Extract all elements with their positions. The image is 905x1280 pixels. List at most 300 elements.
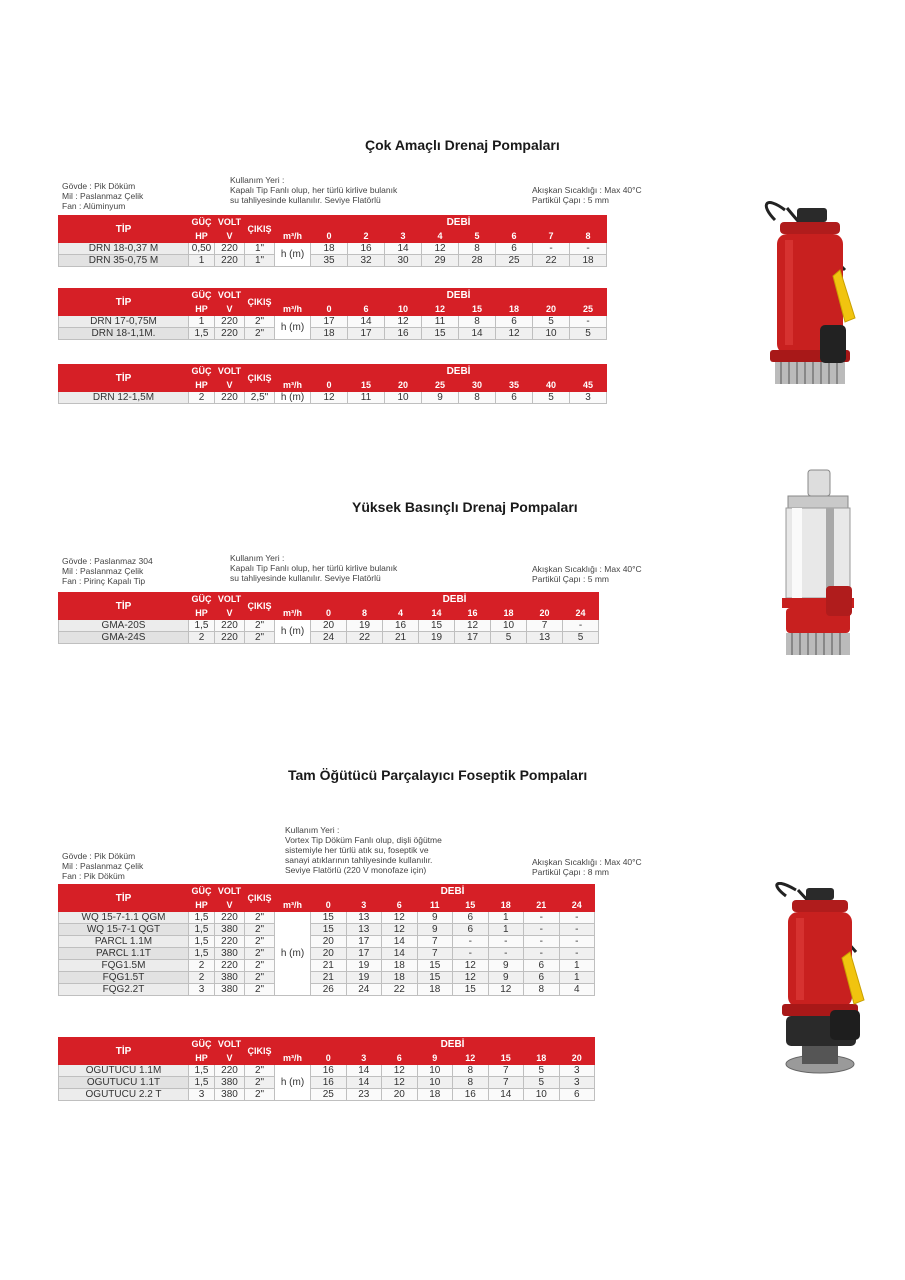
head-value: 13 bbox=[527, 632, 563, 644]
power-hp: 3 bbox=[189, 984, 215, 996]
power-hp: 1 bbox=[189, 255, 215, 267]
power-hp: 1,5 bbox=[189, 936, 215, 948]
head-value: 25 bbox=[496, 255, 533, 267]
power-hp: 2 bbox=[189, 972, 215, 984]
flow-value: 0 bbox=[311, 607, 347, 620]
head-value: 14 bbox=[382, 936, 418, 948]
head-value: 16 bbox=[385, 328, 422, 340]
spec-table bbox=[58, 288, 607, 340]
spec-table bbox=[58, 215, 607, 267]
head-value: - bbox=[524, 924, 560, 936]
flow-value: 0 bbox=[311, 379, 348, 392]
header-hp: HP bbox=[189, 1052, 215, 1065]
power-hp: 3 bbox=[189, 1089, 215, 1101]
spec-body: Gövde : Pik Döküm bbox=[62, 181, 136, 191]
head-value: 20 bbox=[311, 948, 347, 960]
power-hp: 2 bbox=[189, 960, 215, 972]
head-value: 5 bbox=[563, 632, 599, 644]
flow-value: 15 bbox=[453, 899, 489, 912]
head-value: - bbox=[563, 620, 599, 632]
section-title: Çok Amaçlı Drenaj Pompaları bbox=[365, 137, 560, 153]
drainage-pump-image bbox=[755, 200, 865, 400]
flow-value: 8 bbox=[570, 230, 607, 243]
head-value: 22 bbox=[533, 255, 570, 267]
head-label: h (m) bbox=[275, 392, 311, 404]
voltage: 220 bbox=[215, 912, 245, 924]
head-value: 28 bbox=[459, 255, 496, 267]
head-value: 24 bbox=[311, 632, 347, 644]
flow-value: 5 bbox=[459, 230, 496, 243]
head-value: 12 bbox=[453, 960, 489, 972]
flow-value: 25 bbox=[570, 303, 607, 316]
head-value: 8 bbox=[524, 984, 560, 996]
head-value: 5 bbox=[524, 1065, 560, 1077]
table-row bbox=[59, 1089, 595, 1101]
head-value: 6 bbox=[524, 972, 560, 984]
voltage: 220 bbox=[215, 316, 245, 328]
header-guc: GÜÇ bbox=[189, 593, 215, 607]
head-value: 10 bbox=[417, 1065, 453, 1077]
power-hp: 1,5 bbox=[189, 620, 215, 632]
flow-value: 12 bbox=[422, 303, 459, 316]
head-value: 6 bbox=[496, 316, 533, 328]
head-label: h (m) bbox=[275, 1065, 311, 1101]
head-value: 8 bbox=[459, 316, 496, 328]
head-value: 11 bbox=[348, 392, 385, 404]
head-value: 13 bbox=[346, 924, 382, 936]
spec-shaft: Mil : Paslanmaz Çelik bbox=[62, 191, 144, 201]
header-m3h: m³/h bbox=[275, 1052, 311, 1065]
head-value: 12 bbox=[382, 1065, 418, 1077]
head-value: 26 bbox=[311, 984, 347, 996]
flow-value: 15 bbox=[348, 379, 385, 392]
head-value: 7 bbox=[417, 948, 453, 960]
head-value: 15 bbox=[419, 620, 455, 632]
header-tip: TİP bbox=[59, 593, 189, 620]
head-value: 18 bbox=[382, 972, 418, 984]
model-name: PARCL 1.1T bbox=[59, 948, 189, 960]
head-value: 14 bbox=[346, 1065, 382, 1077]
fluid-temp: Akışkan Sıcaklığı : Max 40°C bbox=[532, 857, 642, 867]
fluid-temp: Akışkan Sıcaklığı : Max 40°C bbox=[532, 185, 642, 195]
voltage: 220 bbox=[215, 243, 245, 255]
flow-value: 0 bbox=[311, 899, 347, 912]
head-value: 5 bbox=[524, 1077, 560, 1089]
header-hp: HP bbox=[189, 899, 215, 912]
outlet: 2" bbox=[245, 1065, 275, 1077]
header-blank bbox=[275, 1038, 311, 1052]
flow-value: 6 bbox=[348, 303, 385, 316]
voltage: 380 bbox=[215, 1077, 245, 1089]
head-value: - bbox=[488, 936, 524, 948]
table-row bbox=[59, 948, 595, 960]
fluid-specs bbox=[532, 564, 642, 584]
usage-line: su tahliyesinde kullanılır. Seviye Flatörlü bbox=[230, 573, 381, 583]
flow-value: 20 bbox=[385, 379, 422, 392]
flow-value: 16 bbox=[455, 607, 491, 620]
head-value: - bbox=[524, 936, 560, 948]
head-label: h (m) bbox=[275, 243, 311, 267]
table-row bbox=[59, 1077, 595, 1089]
header-debi: DEBİ bbox=[311, 365, 607, 379]
header-volt: VOLT bbox=[215, 365, 245, 379]
header-tip: TİP bbox=[59, 216, 189, 243]
voltage: 220 bbox=[215, 255, 245, 267]
flow-value: 0 bbox=[311, 303, 348, 316]
material-specs bbox=[62, 851, 143, 881]
head-value: 12 bbox=[455, 620, 491, 632]
flow-value: 40 bbox=[533, 379, 570, 392]
head-value: 12 bbox=[385, 316, 422, 328]
flow-value: 10 bbox=[385, 303, 422, 316]
header-blank bbox=[275, 365, 311, 379]
head-value: 14 bbox=[459, 328, 496, 340]
head-value: 20 bbox=[382, 1089, 418, 1101]
head-value: 10 bbox=[385, 392, 422, 404]
head-value: 12 bbox=[422, 243, 459, 255]
header-m3h: m³/h bbox=[275, 607, 311, 620]
head-value: 21 bbox=[311, 960, 347, 972]
flow-value: 20 bbox=[527, 607, 563, 620]
power-hp: 1,5 bbox=[189, 1077, 215, 1089]
flow-value: 20 bbox=[559, 1052, 595, 1065]
outlet: 2" bbox=[245, 316, 275, 328]
flow-value: 11 bbox=[417, 899, 453, 912]
flow-value: 24 bbox=[559, 899, 595, 912]
model-name: OGUTUCU 1.1M bbox=[59, 1065, 189, 1077]
header-guc: GÜÇ bbox=[189, 365, 215, 379]
power-hp: 1,5 bbox=[189, 948, 215, 960]
model-name: FQG2.2T bbox=[59, 984, 189, 996]
header-volt: VOLT bbox=[215, 289, 245, 303]
head-value: 1 bbox=[488, 924, 524, 936]
header-debi: DEBİ bbox=[311, 885, 595, 899]
table-row bbox=[59, 255, 607, 267]
outlet: 1" bbox=[245, 243, 275, 255]
fluid-specs bbox=[532, 857, 642, 877]
head-value: 8 bbox=[453, 1065, 489, 1077]
model-name: FQG1.5M bbox=[59, 960, 189, 972]
flow-value: 3 bbox=[385, 230, 422, 243]
header-guc: GÜÇ bbox=[189, 289, 215, 303]
voltage: 220 bbox=[215, 632, 245, 644]
model-name: DRN 35-0,75 M bbox=[59, 255, 189, 267]
head-value: - bbox=[559, 948, 595, 960]
header-volt: VOLT bbox=[215, 1038, 245, 1052]
header-volt: VOLT bbox=[215, 593, 245, 607]
head-value: 12 bbox=[453, 972, 489, 984]
header-volt: VOLT bbox=[215, 885, 245, 899]
flow-value: 6 bbox=[382, 899, 418, 912]
head-value: 17 bbox=[346, 936, 382, 948]
head-value: 29 bbox=[422, 255, 459, 267]
head-value: 15 bbox=[417, 972, 453, 984]
table-row bbox=[59, 632, 599, 644]
head-value: 10 bbox=[417, 1077, 453, 1089]
header-guc: GÜÇ bbox=[189, 1038, 215, 1052]
head-value: 1 bbox=[559, 960, 595, 972]
flow-value: 4 bbox=[422, 230, 459, 243]
head-value: 1 bbox=[559, 972, 595, 984]
outlet: 2" bbox=[245, 620, 275, 632]
table-row bbox=[59, 620, 599, 632]
head-value: - bbox=[453, 948, 489, 960]
head-value: - bbox=[533, 243, 570, 255]
head-value: 12 bbox=[496, 328, 533, 340]
header-cikis: ÇIKIŞ bbox=[245, 365, 275, 392]
model-name: DRN 17-0,75M bbox=[59, 316, 189, 328]
header-v: V bbox=[215, 899, 245, 912]
header-blank bbox=[275, 885, 311, 899]
head-value: - bbox=[570, 243, 607, 255]
head-value: 18 bbox=[417, 1089, 453, 1101]
stainless-pump-image bbox=[768, 468, 868, 663]
outlet: 2,5" bbox=[245, 392, 275, 404]
head-value: 30 bbox=[385, 255, 422, 267]
usage-text bbox=[230, 175, 397, 205]
head-value: 17 bbox=[348, 328, 385, 340]
head-value: 15 bbox=[453, 984, 489, 996]
usage-line: Vortex Tip Döküm Fanlı olup, dişli öğütme bbox=[285, 835, 442, 845]
flow-value: 15 bbox=[488, 1052, 524, 1065]
head-value: 12 bbox=[382, 912, 418, 924]
voltage: 380 bbox=[215, 948, 245, 960]
usage-line: su tahliyesinde kullanılır. Seviye Flatörlü bbox=[230, 195, 381, 205]
head-value: 17 bbox=[346, 948, 382, 960]
header-tip: TİP bbox=[59, 1038, 189, 1065]
head-value: 15 bbox=[311, 924, 347, 936]
flow-value: 0 bbox=[311, 1052, 347, 1065]
header-cikis: ÇIKIŞ bbox=[245, 216, 275, 243]
voltage: 380 bbox=[215, 1089, 245, 1101]
header-blank bbox=[275, 289, 311, 303]
power-hp: 2 bbox=[189, 392, 215, 404]
head-value: 9 bbox=[488, 960, 524, 972]
outlet: 2" bbox=[245, 632, 275, 644]
table-row bbox=[59, 936, 595, 948]
usage-line: sanayi atıklarının tahliyesinde kullanılır. bbox=[285, 855, 433, 865]
header-tip: TİP bbox=[59, 365, 189, 392]
flow-value: 0 bbox=[311, 230, 348, 243]
table-row bbox=[59, 316, 607, 328]
head-label: h (m) bbox=[275, 316, 311, 340]
header-v: V bbox=[215, 230, 245, 243]
model-name: DRN 18-1,1M. bbox=[59, 328, 189, 340]
head-value: 20 bbox=[311, 936, 347, 948]
head-value: 12 bbox=[488, 984, 524, 996]
head-value: 9 bbox=[417, 924, 453, 936]
head-value: 20 bbox=[311, 620, 347, 632]
table-row bbox=[59, 912, 595, 924]
head-value: 3 bbox=[559, 1077, 595, 1089]
head-value: 16 bbox=[348, 243, 385, 255]
head-value: 18 bbox=[570, 255, 607, 267]
head-value: 7 bbox=[488, 1077, 524, 1089]
power-hp: 1,5 bbox=[189, 924, 215, 936]
header-m3h: m³/h bbox=[275, 379, 311, 392]
flow-value: 2 bbox=[348, 230, 385, 243]
header-hp: HP bbox=[189, 607, 215, 620]
spec-fan: Fan : Alüminyum bbox=[62, 201, 126, 211]
usage-line: Kapalı Tip Fanlı olup, her türlü kirlive bulanık bbox=[230, 563, 398, 573]
model-name: FQG1.5T bbox=[59, 972, 189, 984]
table-row bbox=[59, 1065, 595, 1077]
flow-value: 18 bbox=[488, 899, 524, 912]
voltage: 220 bbox=[215, 960, 245, 972]
head-label: h (m) bbox=[275, 912, 311, 996]
head-value: 24 bbox=[346, 984, 382, 996]
voltage: 220 bbox=[215, 392, 245, 404]
head-value: - bbox=[559, 924, 595, 936]
head-value: 6 bbox=[496, 243, 533, 255]
outlet: 2" bbox=[245, 1089, 275, 1101]
spec-table bbox=[58, 592, 599, 644]
head-value: 6 bbox=[559, 1089, 595, 1101]
head-value: 25 bbox=[311, 1089, 347, 1101]
header-v: V bbox=[215, 1052, 245, 1065]
header-hp: HP bbox=[189, 379, 215, 392]
head-value: 23 bbox=[346, 1089, 382, 1101]
flow-value: 6 bbox=[496, 230, 533, 243]
model-name: WQ 15-7-1 QGT bbox=[59, 924, 189, 936]
head-value: - bbox=[559, 912, 595, 924]
head-value: 17 bbox=[455, 632, 491, 644]
head-value: 10 bbox=[533, 328, 570, 340]
model-name: OGUTUCU 1.1T bbox=[59, 1077, 189, 1089]
head-value: 9 bbox=[488, 972, 524, 984]
spec-body: Gövde : Paslanmaz 304 bbox=[62, 556, 153, 566]
table-row bbox=[59, 960, 595, 972]
voltage: 380 bbox=[215, 924, 245, 936]
header-guc: GÜÇ bbox=[189, 885, 215, 899]
head-value: 5 bbox=[533, 392, 570, 404]
head-value: 6 bbox=[453, 924, 489, 936]
power-hp: 1,5 bbox=[189, 1065, 215, 1077]
head-value: 12 bbox=[382, 1077, 418, 1089]
material-specs bbox=[62, 556, 153, 586]
voltage: 220 bbox=[215, 936, 245, 948]
flow-value: 3 bbox=[346, 899, 382, 912]
voltage: 220 bbox=[215, 1065, 245, 1077]
outlet: 2" bbox=[245, 328, 275, 340]
spec-table bbox=[58, 884, 595, 996]
head-value: 18 bbox=[311, 243, 348, 255]
head-value: 32 bbox=[348, 255, 385, 267]
header-m3h: m³/h bbox=[275, 899, 311, 912]
power-hp: 1 bbox=[189, 316, 215, 328]
head-value: 1 bbox=[488, 912, 524, 924]
head-value: 6 bbox=[524, 960, 560, 972]
model-name: DRN 12-1,5M bbox=[59, 392, 189, 404]
flow-value: 35 bbox=[496, 379, 533, 392]
head-value: 7 bbox=[527, 620, 563, 632]
flow-value: 20 bbox=[533, 303, 570, 316]
head-value: 6 bbox=[496, 392, 533, 404]
head-value: 22 bbox=[382, 984, 418, 996]
header-cikis: ÇIKIŞ bbox=[245, 885, 275, 912]
head-value: 9 bbox=[422, 392, 459, 404]
header-debi: DEBİ bbox=[311, 593, 599, 607]
head-value: 3 bbox=[570, 392, 607, 404]
head-value: 14 bbox=[382, 948, 418, 960]
head-value: 6 bbox=[453, 912, 489, 924]
head-value: 19 bbox=[419, 632, 455, 644]
header-cikis: ÇIKIŞ bbox=[245, 593, 275, 620]
usage-line: Kapalı Tip Fanlı olup, her türlü kirlive bulanık bbox=[230, 185, 398, 195]
section-title: Tam Öğütücü Parçalayıcı Foseptik Pompaları bbox=[288, 767, 588, 783]
head-value: 21 bbox=[311, 972, 347, 984]
head-label: h (m) bbox=[275, 620, 311, 644]
power-hp: 1,5 bbox=[189, 328, 215, 340]
outlet: 2" bbox=[245, 948, 275, 960]
model-name: GMA-20S bbox=[59, 620, 189, 632]
material-specs bbox=[62, 181, 143, 211]
flow-value: 12 bbox=[453, 1052, 489, 1065]
flow-value: 18 bbox=[491, 607, 527, 620]
header-cikis: ÇIKIŞ bbox=[245, 1038, 275, 1065]
flow-value: 21 bbox=[524, 899, 560, 912]
model-name: WQ 15-7-1.1 QGM bbox=[59, 912, 189, 924]
header-cikis: ÇIKIŞ bbox=[245, 289, 275, 316]
head-value: 5 bbox=[491, 632, 527, 644]
particle-size: Partikül Çapı : 8 mm bbox=[532, 867, 609, 877]
flow-value: 25 bbox=[422, 379, 459, 392]
head-value: 21 bbox=[383, 632, 419, 644]
head-value: 12 bbox=[382, 924, 418, 936]
outlet: 2" bbox=[245, 972, 275, 984]
model-name: DRN 18-0,37 M bbox=[59, 243, 189, 255]
head-value: 10 bbox=[491, 620, 527, 632]
head-value: - bbox=[524, 912, 560, 924]
header-hp: HP bbox=[189, 230, 215, 243]
header-v: V bbox=[215, 607, 245, 620]
spec-table bbox=[58, 364, 607, 404]
head-value: 19 bbox=[346, 972, 382, 984]
head-value: 12 bbox=[311, 392, 348, 404]
voltage: 220 bbox=[215, 328, 245, 340]
head-value: 7 bbox=[488, 1065, 524, 1077]
outlet: 2" bbox=[245, 924, 275, 936]
power-hp: 1,5 bbox=[189, 912, 215, 924]
head-value: 17 bbox=[311, 316, 348, 328]
head-value: - bbox=[488, 948, 524, 960]
particle-size: Partikül Çapı : 5 mm bbox=[532, 195, 609, 205]
head-value: 14 bbox=[488, 1089, 524, 1101]
usage-text bbox=[230, 553, 397, 583]
outlet: 2" bbox=[245, 936, 275, 948]
flow-value: 18 bbox=[524, 1052, 560, 1065]
power-hp: 0,50 bbox=[189, 243, 215, 255]
fluid-specs bbox=[532, 185, 642, 205]
flow-value: 8 bbox=[347, 607, 383, 620]
head-value: 9 bbox=[417, 912, 453, 924]
model-name: PARCL 1.1M bbox=[59, 936, 189, 948]
head-value: 16 bbox=[453, 1089, 489, 1101]
outlet: 2" bbox=[245, 960, 275, 972]
header-debi: DEBİ bbox=[311, 216, 607, 230]
head-value: 14 bbox=[348, 316, 385, 328]
model-name: OGUTUCU 2.2 T bbox=[59, 1089, 189, 1101]
head-value: 14 bbox=[346, 1077, 382, 1089]
header-debi: DEBİ bbox=[311, 289, 607, 303]
head-value: 22 bbox=[347, 632, 383, 644]
head-value: 8 bbox=[459, 392, 496, 404]
head-value: 16 bbox=[383, 620, 419, 632]
model-name: GMA-24S bbox=[59, 632, 189, 644]
grinder-pump-image bbox=[768, 882, 873, 1082]
table-row bbox=[59, 984, 595, 996]
usage-label: Kullanım Yeri : bbox=[230, 553, 285, 563]
